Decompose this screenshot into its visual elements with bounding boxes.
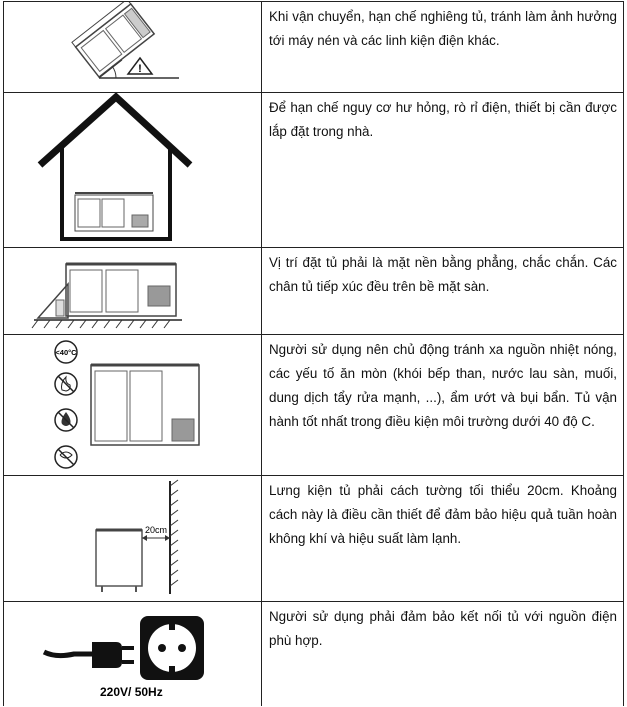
row-description: Người sử dụng phải đảm bảo kết nối tủ với nguồn điện phù hợp. [269, 609, 617, 648]
row-description: Lưng kiện tủ phải cách tường tối thiểu 20cm. Khoảng cách này là điều cần thiết để đảm bảo hiệu quả tuần hoàn không khí và hiệu suất làm lạnh. [269, 483, 617, 546]
temperature-label: <40°C [55, 348, 77, 357]
text-cell [261, 602, 624, 706]
row-description: Người sử dụng nên chủ động tránh xa nguồn nhiệt nóng, các yếu tố ăn mòn (khói bếp than, nước lau sàn, muối, dung dịch tẩy rửa mạnh, ...), ẩm ướt và bụi bẩn. Tủ vận hành tốt nhất trong điều kiện môi trường dưới 40 độ C. [269, 342, 617, 429]
image-cell [3, 476, 262, 601]
text-cell [261, 93, 624, 247]
text-cell [261, 335, 624, 475]
table-row [3, 601, 624, 706]
text-cell [261, 2, 624, 92]
image-cell [3, 335, 262, 475]
row-description: Vị trí đặt tủ phải là mặt nền bằng phẳng, chắc chắn. Các chân tủ tiếp xúc đều trên bề mặt sàn. [269, 255, 617, 294]
text-cell [261, 248, 624, 334]
image-cell [3, 602, 262, 706]
row-description: Để hạn chế nguy cơ hư hỏng, rò rỉ điện, thiết bị cần được lắp đặt trong nhà. [269, 100, 617, 139]
table-row [3, 1, 624, 92]
image-cell [3, 248, 262, 334]
text-cell [261, 476, 624, 601]
environment-hazards-icon [4, 335, 261, 475]
power-plug-socket-icon [4, 602, 261, 706]
house-fridge-icon [4, 93, 261, 247]
image-cell [3, 2, 262, 92]
svg-text:!: ! [138, 63, 142, 75]
table-row [3, 92, 624, 247]
wall-clearance-icon [4, 476, 261, 601]
clearance-label: 20cm [144, 525, 168, 535]
table-row [3, 475, 624, 601]
level-floor-fridge-icon [4, 248, 261, 334]
image-cell [3, 93, 262, 247]
tilted-fridge-warning-icon [4, 2, 261, 92]
table-row [3, 247, 624, 334]
voltage-label: 220V/ 50Hz [100, 685, 163, 699]
table-row [3, 334, 624, 475]
row-description: Khi vận chuyển, hạn chế nghiêng tủ, tránh làm ảnh hưởng tới máy nén và các linh kiện điện khác. [269, 9, 617, 48]
